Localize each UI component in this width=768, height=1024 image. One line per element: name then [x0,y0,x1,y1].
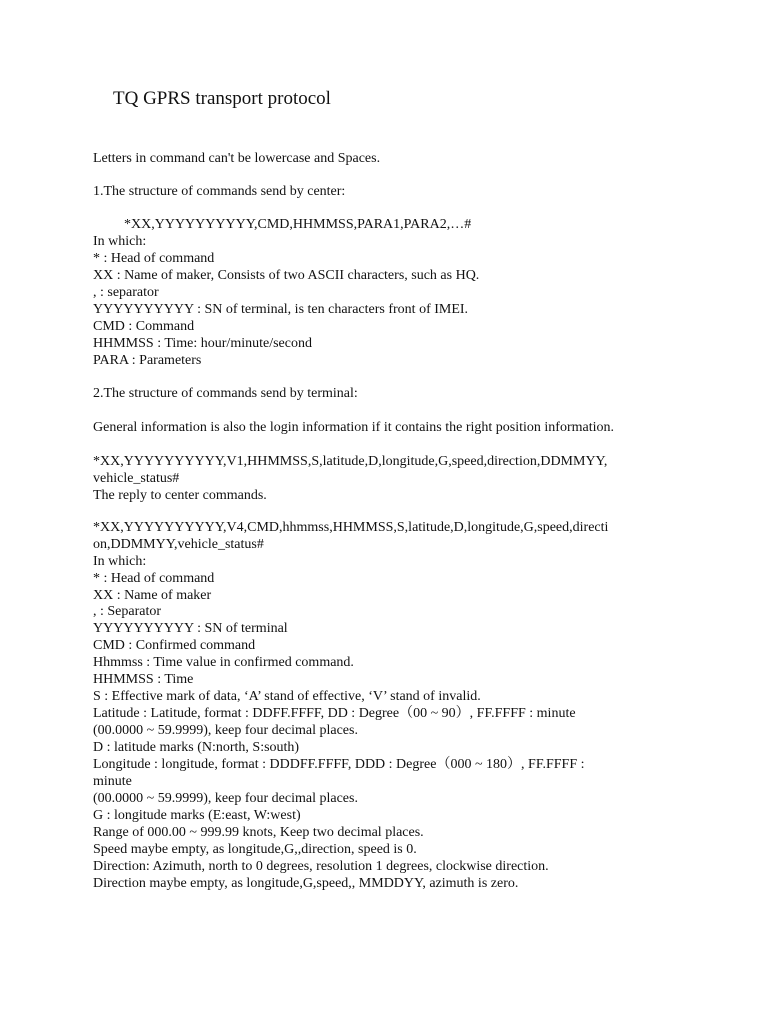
text-line: G : longitude marks (E:east, W:west) [93,808,301,823]
text-line: Range of 000.00 ~ 999.99 knots, Keep two decimal places. [93,825,424,840]
text-line: , : separator [93,285,159,300]
text-line: PARA : Parameters [93,353,202,368]
text-line: CMD : Command [93,319,195,334]
text-line: HHMMSS : Time [93,672,194,687]
text-line: Latitude : Latitude, format : DDFF.FFFF, DD : Degree（00 ~ 90）, FF.FFFF : minute [93,706,576,721]
command-format: *XX,YYYYYYYYYY,CMD,HHMMSS,PARA1,PARA2,…# [124,217,472,232]
text-line: S : Effective mark of data, ‘A’ stand of effective, ‘V’ stand of invalid. [93,689,481,704]
text-line: General information is also the login information if it contains the right position information. [93,420,615,435]
section-heading: 2.The structure of commands send by terminal: [93,386,358,401]
text-line: YYYYYYYYYY : SN of terminal, is ten characters front of IMEI. [93,302,469,317]
text-line: * : Head of command [93,571,215,586]
text-line: minute [93,774,132,789]
command-format: *XX,YYYYYYYYYY,V4,CMD,hhmmss,HHMMSS,S,latitude,D,longitude,G,speed,directi [93,520,609,535]
text-line: YYYYYYYYYY : SN of terminal [93,621,288,636]
text-line: , : Separator [93,604,162,619]
text-line: XX : Name of maker [93,588,212,603]
text-line: * : Head of command [93,251,215,266]
text-line: (00.0000 ~ 59.9999), keep four decimal places. [93,791,358,806]
text-line: Direction maybe empty, as longitude,G,speed,, MMDDYY, azimuth is zero. [93,876,519,891]
text-line: D : latitude marks (N:north, S:south) [93,740,300,755]
text-line: XX : Name of maker, Consists of two ASCII characters, such as HQ. [93,268,480,283]
text-line: The reply to center commands. [93,488,267,503]
text-line: In which: [93,234,147,249]
text-line: Direction: Azimuth, north to 0 degrees, resolution 1 degrees, clockwise direction. [93,859,549,874]
command-format: vehicle_status# [93,471,180,486]
command-format: *XX,YYYYYYYYYY,V1,HHMMSS,S,latitude,D,longitude,G,speed,direction,DDMMYY, [93,454,608,469]
text-line: Letters in command can't be lowercase and Spaces. [93,151,381,166]
text-line: CMD : Confirmed command [93,638,256,653]
text-line: In which: [93,554,147,569]
text-line: Speed maybe empty, as longitude,G,,direction, speed is 0. [93,842,417,857]
text-line: (00.0000 ~ 59.9999), keep four decimal places. [93,723,358,738]
text-line: HHMMSS : Time: hour/minute/second [93,336,312,351]
text-line: Longitude : longitude, format : DDDFF.FFFF, DDD : Degree（000 ~ 180）, FF.FFFF : [93,757,585,772]
command-format: on,DDMMYY,vehicle_status# [93,537,264,552]
document-title: TQ GPRS transport protocol [113,88,331,109]
text-line: Hhmmss : Time value in confirmed command. [93,655,354,670]
section-heading: 1.The structure of commands send by center: [93,184,346,199]
